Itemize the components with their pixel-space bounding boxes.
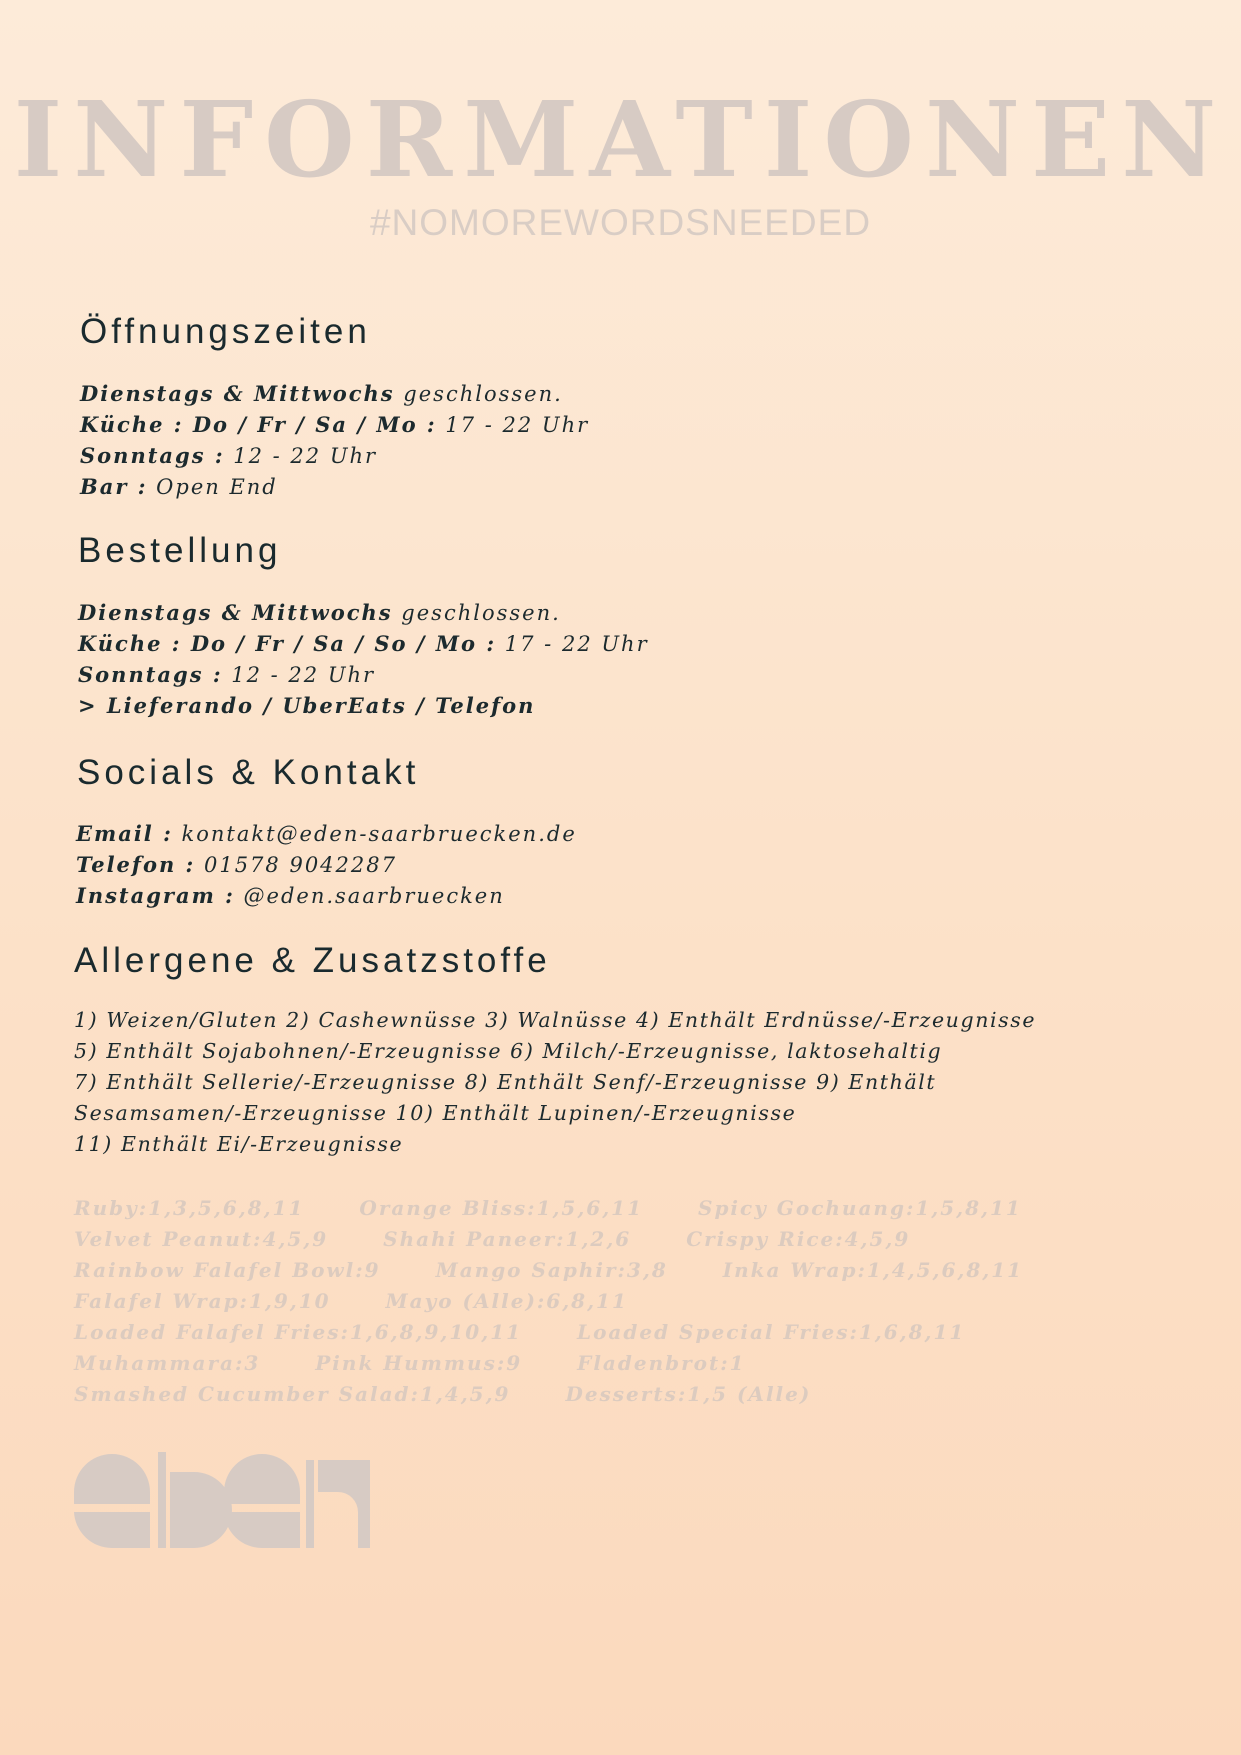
dish-allergen: Ruby:1,3,5,6,8,11 [74,1196,305,1220]
dish-allergen: Falafel Wrap:1,9,10 [74,1289,331,1313]
dish-allergen: Velvet Peanut:4,5,9 [74,1227,329,1251]
opening-line: Sonntags : 12 - 22 Uhr [80,443,378,468]
dish-row [74,1317,1174,1348]
opening-line: Dienstags & Mittwochs geschlossen. [80,381,563,406]
dish-allergen-list [74,1193,1174,1410]
dish-allergen: Crispy Rice:4,5,9 [686,1227,911,1251]
dish-allergen: Inka Wrap:1,4,5,6,8,11 [722,1258,1024,1282]
contact-email: Email : kontakt@eden-saarbruecken.de [76,821,577,846]
section-title-opening-hours: Öffnungszeiten [80,312,371,351]
ordering-line: > Lieferando / UberEats / Telefon [78,693,536,718]
dish-row [74,1224,1174,1255]
contact-phone: Telefon : 01578 9042287 [76,852,397,877]
section-title-allergens: Allergene & Zusatzstoffe [74,941,551,980]
logo-letter-n [306,1460,370,1548]
dish-allergen: Desserts:1,5 (Alle) [565,1382,812,1406]
allergen-line: 11) Enthält Ei/-Erzeugnisse [74,1132,404,1156]
ordering-list [78,597,649,721]
dish-allergen: Loaded Special Fries:1,6,8,11 [577,1320,966,1344]
dish-allergen: Orange Bliss:1,5,6,11 [359,1196,643,1220]
allergen-line: 7) Enthält Sellerie/-Erzeugnisse 8) Enthält Senf/-Erzeugnisse 9) Enthält [74,1070,937,1094]
dish-allergen: Shahi Paneer:1,2,6 [383,1227,632,1251]
contact-list [76,818,577,911]
logo-letter-e [224,1454,300,1548]
allergen-line: Sesamsamen/-Erzeugnisse 10) Enthält Lupinen/-Erzeugnisse [74,1101,797,1125]
opening-line: Bar : Open End [80,474,278,499]
opening-line: Küche : Do / Fr / Sa / Mo : 17 - 22 Uhr [80,412,590,437]
dish-row [74,1286,1174,1317]
hashtag-tagline: #NOMOREWORDSNEEDED [369,202,872,243]
dish-allergen: Pink Hummus:9 [315,1351,523,1375]
ordering-line: Dienstags & Mittwochs geschlossen. [78,600,561,625]
allergen-line: 5) Enthält Sojabohnen/-Erzeugnisse 6) Milch/-Erzeugnisse, laktosehaltig [74,1039,943,1063]
opening-hours-list [80,378,589,502]
section-title-contact: Socials & Kontakt [77,753,420,792]
dish-row [74,1255,1174,1286]
contact-instagram: Instagram : @eden.saarbruecken [76,883,505,908]
dish-allergen: Smashed Cucumber Salad:1,4,5,9 [74,1382,511,1406]
ordering-line: Sonntags : 12 - 22 Uhr [78,662,376,687]
allergen-line: 1) Weizen/Gluten 2) Cashewnüsse 3) Walnüsse 4) Enthält Erdnüsse/-Erzeugnisse [74,1008,1037,1032]
logo-letter-e [74,1454,150,1548]
dish-allergen: Muhammara:3 [74,1351,261,1375]
eden-logo [74,1452,370,1548]
dish-row [74,1348,1174,1379]
dish-row [74,1193,1174,1224]
section-title-ordering: Bestellung [78,531,282,570]
logo-letter-d [158,1452,232,1548]
dish-allergen: Rainbow Falafel Bowl:9 [74,1258,381,1282]
dish-allergen: Spicy Gochuang:1,5,8,11 [698,1196,1022,1220]
dish-allergen: Fladenbrot:1 [577,1351,746,1375]
dish-row [74,1379,1174,1410]
dish-allergen: Mango Saphir:3,8 [435,1258,668,1282]
dish-allergen: Mayo (Alle):6,8,11 [385,1289,628,1313]
ordering-line: Küche : Do / Fr / Sa / So / Mo : 17 - 22 Uhr [78,631,649,656]
dish-allergen: Loaded Falafel Fries:1,6,8,9,10,11 [74,1320,523,1344]
page-title: INFORMATIONEN [13,78,1228,201]
allergen-legend [74,1005,1036,1160]
